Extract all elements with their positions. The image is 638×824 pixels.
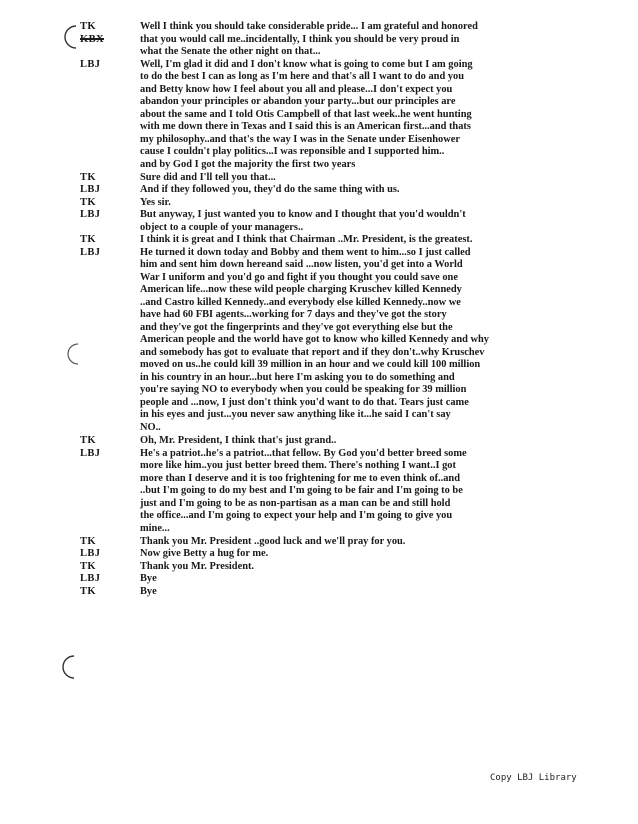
dialogue-text	[140, 21, 618, 59]
speaker-label: TK	[80, 234, 96, 246]
dialogue-line: ..and Castro killed Kennedy..and everybody else killed Kennedy..now we	[140, 296, 461, 308]
dialogue-line: moved on us..he could kill 39 million in an hour and we could kill 100 million	[140, 359, 481, 371]
dialogue-line: Well, I'm glad it did and I don't know what is going to come but I am going	[140, 58, 473, 70]
speaker-label: LBJ	[80, 447, 101, 459]
dialogue-line: War I uniform and you'd go and fight if you thought you could save one	[140, 271, 458, 283]
speaker-label: LBJ	[80, 184, 101, 196]
dialogue-text	[140, 234, 618, 247]
dialogue-text	[140, 209, 618, 234]
speaker-label: TK	[80, 585, 96, 597]
speaker-label: TK	[80, 21, 96, 32]
speaker-label: LBJ	[80, 58, 101, 70]
dialogue-line: Oh, Mr. President, I think that's just grand..	[140, 435, 337, 447]
library-copy-footer: Copy LBJ Library	[490, 773, 577, 783]
dialogue-line: Now give Betty a hug for me.	[140, 548, 269, 560]
dialogue-line: NO..	[140, 421, 161, 433]
speaker-label: LBJ	[80, 209, 101, 221]
dialogue-line: American people and the world have got to know who killed Kennedy and why	[140, 334, 489, 346]
dialogue-text	[140, 548, 618, 561]
dialogue-line: you're saying NO to everybody when you could be speaking for 39 million	[140, 384, 467, 396]
dialogue-text	[140, 586, 618, 599]
dialogue-line: He turned it down today and Bobby and them went to him...so I just called	[140, 246, 471, 258]
dialogue-text	[140, 435, 618, 448]
dialogue-line: in his eyes and just...you never saw anything like it...he said I can't say	[140, 409, 451, 421]
dialogue-line: and somebody has got to evaluate that report and if they don't..why Kruschev	[140, 346, 485, 358]
punch-hole-top	[54, 22, 84, 52]
speaker-label: LBJ	[80, 548, 101, 560]
dialogue-line: And if they followed you, they'd do the same thing with us.	[140, 184, 400, 196]
dialogue-line: Well I think you should take considerable pride... I am grateful and honored	[140, 21, 478, 32]
dialogue-text	[140, 448, 618, 536]
dialogue-line: abandon your principles or abandon your party...but our principles are	[140, 96, 456, 108]
dialogue-line: and they've got the fingerprints and they've got everything else but the	[140, 321, 453, 333]
dialogue-line: Yes sir.	[140, 196, 171, 208]
dialogue-line: have had 60 FBI agents...working for 7 days and they've got the story	[140, 309, 447, 321]
dialogue-line: with me down there in Texas and I said this is an American first...and thats	[140, 121, 471, 133]
dialogue-line: and Betty know how I feel about you all and please...I don't expect you	[140, 83, 453, 95]
dialogue-text	[140, 197, 618, 210]
dialogue-line: mine...	[140, 522, 170, 534]
dialogue-line: and by God I got the majority the first two years	[140, 158, 356, 170]
dialogue-text	[140, 172, 618, 185]
dialogue-line: But anyway, I just wanted you to know and I thought that you'd wouldn't	[140, 209, 466, 221]
dialogue-line: people and ...now, I just don't think you'd want to do that. Tears just came	[140, 396, 469, 408]
speaker-label: TK	[80, 196, 96, 208]
dialogue-line: the office...and I'm going to expect your help and I'm going to give you	[140, 510, 453, 522]
punch-hole-middle	[58, 339, 88, 369]
dialogue-line: Thank you Mr. President ..good luck and we'll pray for you.	[140, 535, 406, 547]
speaker-label: LBJ	[80, 246, 101, 258]
dialogue-line: my philosophy..and that's the way I was in the Senate under Eisenhower	[140, 133, 460, 145]
dialogue-line: Bye	[140, 573, 157, 585]
dialogue-line: Sure did and I'll tell you that...	[140, 171, 276, 183]
speaker-label: TK	[80, 435, 96, 447]
dialogue-text	[140, 536, 618, 549]
dialogue-text	[140, 59, 618, 172]
dialogue-line: cause I couldn't play politics...I was reponsible and I supported him..	[140, 146, 445, 158]
dialogue-line: what the Senate the other night on that...	[140, 46, 321, 57]
dialogue-line: He's a patriot..he's a patriot...that fellow. By God you'd better breed some	[140, 447, 467, 459]
dialogue-line: American life...now these wild people charging Kruschev killed Kennedy	[140, 284, 462, 296]
dialogue-line: object to a couple of your managers..	[140, 221, 304, 233]
dialogue-line: him and sent him down hereand said ...now listen, you'd get into a World	[140, 259, 463, 271]
dialogue-text	[140, 247, 618, 435]
dialogue-line: ..but I'm going to do my best and I'm going to be fair and I'm going to be	[140, 485, 463, 497]
dialogue-text	[140, 561, 618, 574]
dialogue-text	[140, 573, 618, 586]
speaker-label: LBJ	[80, 573, 101, 585]
dialogue-line: to do the best I can as long as I'm here and that's all I want to do and you	[140, 71, 464, 83]
dialogue-line: about the same and I told Otis Campbell of that last week..he went hunting	[140, 108, 472, 120]
speaker-label: TK	[80, 535, 96, 547]
dialogue-line: in his country in an hour...but here I'm asking you to do something and	[140, 371, 455, 383]
speaker-label: TK	[80, 171, 96, 183]
punch-hole-bottom	[52, 652, 82, 682]
dialogue-line: just and I'm going to be as non-partisan as a man can be and still hold	[140, 497, 451, 509]
speaker-label-struck: KBX	[80, 33, 104, 45]
speaker-label: TK	[80, 560, 96, 572]
dialogue-line: Thank you Mr. President.	[140, 560, 255, 572]
dialogue-text	[140, 184, 618, 197]
dialogue-line: Bye	[140, 585, 157, 597]
dialogue-line: that you would call me..incidentally, I think you should be very proud in	[140, 33, 460, 45]
dialogue-line: more than I deserve and it is too frightening for me to even think of..and	[140, 472, 460, 484]
dialogue-line: I think it is great and I think that Chairman ..Mr. President, is the greatest.	[140, 234, 473, 246]
dialogue-line: more like him..you just better breed them. There's nothing I want..I got	[140, 460, 456, 472]
